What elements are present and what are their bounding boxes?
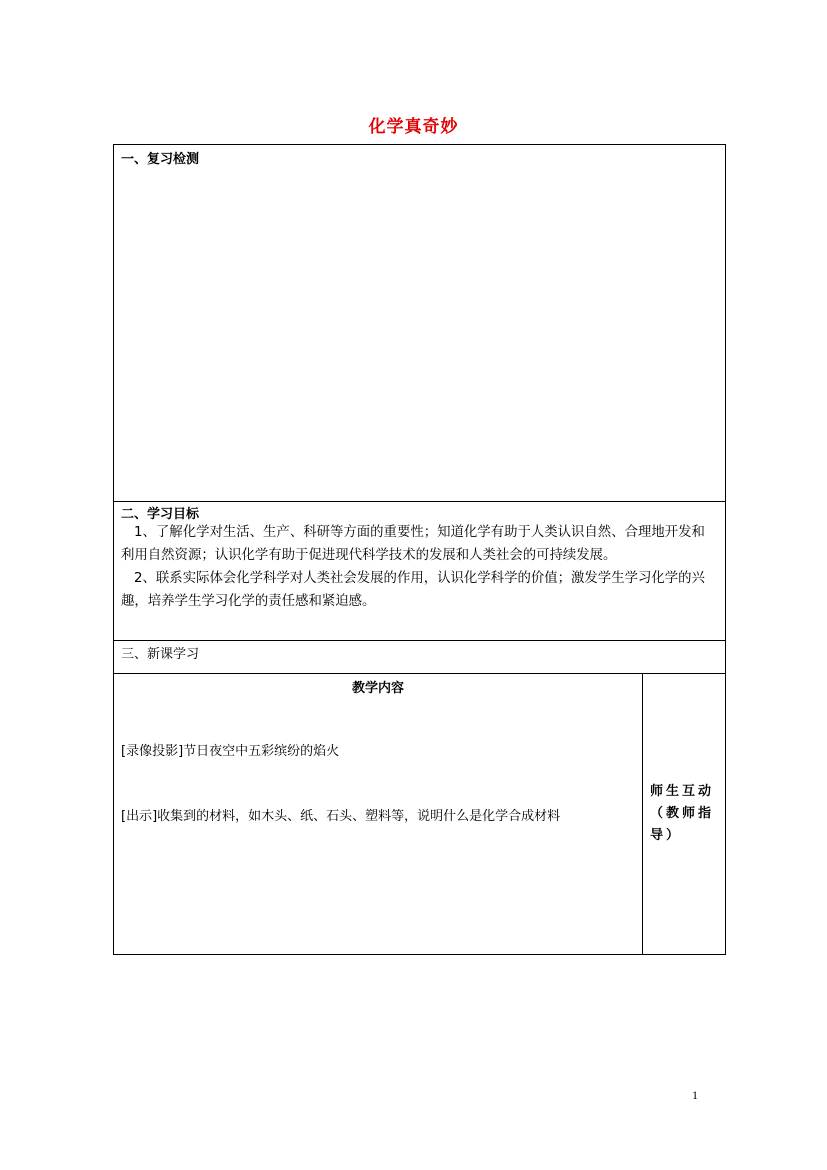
- goals-heading: 二、学习目标: [121, 507, 200, 522]
- page-number: 1: [692, 1088, 698, 1102]
- goal-item-1: 1、了解化学对生活、生产、科研等方面的重要性；知道化学有助于人类认识自然、合理地开发和利用自然资源；认识化学有助于促进现代科学技术的发展和人类社会的可持续发展。: [121, 525, 705, 563]
- review-heading: 一、复习检测: [121, 152, 200, 167]
- new-lesson-section: [113, 640, 726, 674]
- teacher-student-cell: [642, 673, 726, 955]
- goal-item-2: 2、联系实际体会化学科学对人类社会发展的作用，认识化学科学的价值；激发学生学习化学的兴趣，培养学生学习化学的责任感和紧迫感。: [121, 571, 705, 609]
- new-lesson-heading: 三、新课学习: [121, 647, 200, 662]
- review-section: [113, 144, 726, 502]
- goals-section: [113, 501, 726, 641]
- teacher-student-label: 师生互动（教师指导）: [650, 784, 715, 843]
- teaching-content-cell: [113, 673, 643, 955]
- content-line-2: [出示]收集到的材料，如木头、纸、石头、塑料等，说明什么是化学合成材料: [121, 809, 561, 824]
- content-line-1: [录像投影]节日夜空中五彩缤纷的焰火: [121, 744, 340, 759]
- document-title: 化学真奇妙: [368, 117, 459, 137]
- teaching-content-heading: 教学内容: [351, 681, 404, 696]
